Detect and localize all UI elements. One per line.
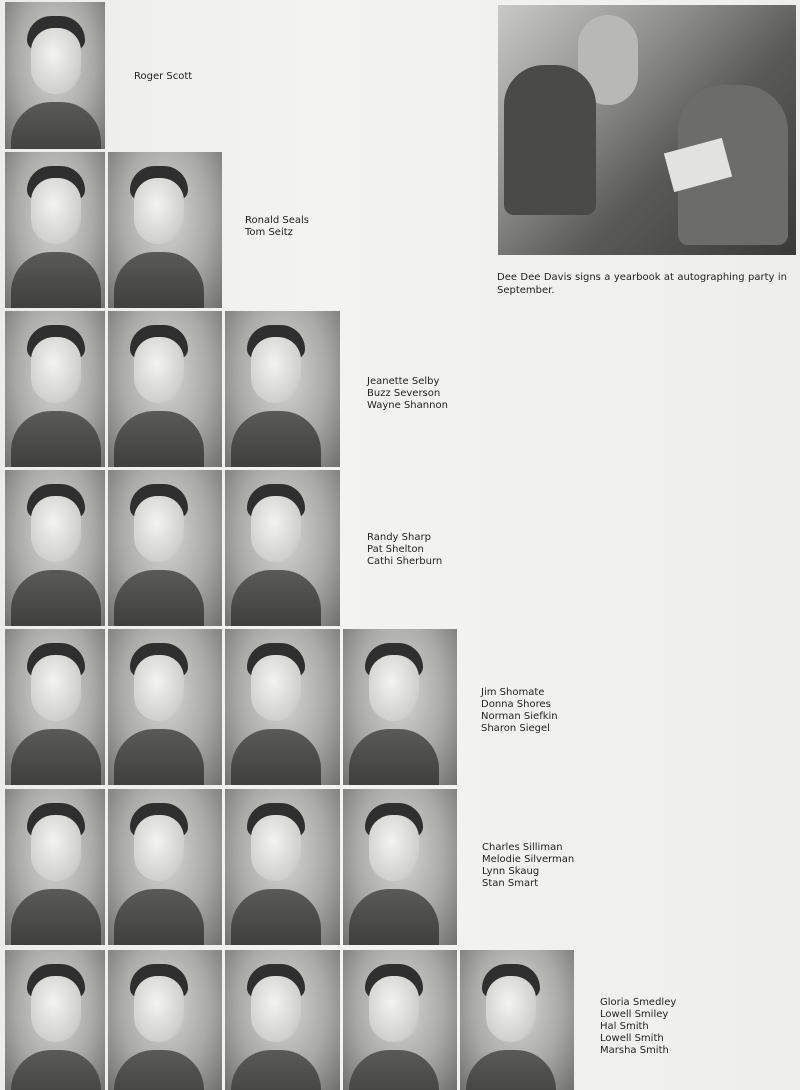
portrait-stan-smart: [343, 789, 457, 945]
student-name: Lowell Smiley: [600, 1009, 669, 1020]
student-name: Lynn Skaug: [482, 866, 540, 877]
row-4-names: [367, 532, 442, 568]
student-name: Pat Shelton: [367, 544, 424, 555]
student-name: Charles Silliman: [482, 842, 563, 853]
student-name: Norman Siefkin: [481, 711, 558, 722]
portrait-lowell-smiley: [108, 950, 222, 1090]
portrait-charles-silliman: [5, 789, 105, 945]
student-name: Hal Smith: [600, 1021, 649, 1032]
student-name: Stan Smart: [482, 878, 539, 889]
portrait-jeanette-selby: [5, 311, 105, 467]
portrait-cathi-sherburn: [225, 470, 340, 626]
portrait-melodie-silverman: [108, 789, 222, 945]
student-name: Melodie Silverman: [482, 854, 575, 865]
portrait-lynn-skaug: [225, 789, 340, 945]
student-name: Wayne Shannon: [367, 400, 448, 411]
row-2-names: [245, 215, 309, 239]
portrait-norman-siefkin: [225, 629, 340, 785]
student-name: Buzz Severson: [367, 388, 441, 399]
student-name: Roger Scott: [134, 71, 193, 82]
portrait-lowell-smith: [343, 950, 457, 1090]
student-name: Tom Seitz: [245, 227, 293, 238]
portrait-donna-shores: [108, 629, 222, 785]
portrait-sharon-siegel: [343, 629, 457, 785]
row-6-names: [482, 842, 574, 890]
row-3-names: [367, 376, 448, 412]
portrait-gloria-smedley: [5, 950, 105, 1090]
student-name: Sharon Siegel: [481, 723, 550, 734]
row-5-names: [481, 687, 558, 735]
portrait-buzz-severson: [108, 311, 222, 467]
student-name: Marsha Smith: [600, 1045, 669, 1056]
row-1-names: [134, 71, 192, 83]
student-name: Randy Sharp: [367, 532, 431, 543]
portrait-marsha-smith: [460, 950, 574, 1090]
photo-caption: Dee Dee Davis signs a yearbook at autographing party in September.: [497, 272, 787, 296]
portrait-wayne-shannon: [225, 311, 340, 467]
student-name: Gloria Smedley: [600, 997, 677, 1008]
student-name: Ronald Seals: [245, 215, 310, 226]
row-7-names: [600, 997, 676, 1057]
portrait-roger-scott: [5, 2, 105, 149]
portrait-hal-smith: [225, 950, 340, 1090]
portrait-randy-sharp: [5, 470, 105, 626]
portrait-pat-shelton: [108, 470, 222, 626]
autographing-party-photo: [498, 5, 796, 255]
student-name: Jeanette Selby: [367, 376, 440, 387]
student-name: Lowell Smith: [600, 1033, 664, 1044]
portrait-tom-seitz: [108, 152, 222, 308]
student-name: Jim Shomate: [481, 687, 545, 698]
portrait-jim-shomate: [5, 629, 105, 785]
student-name: Cathi Sherburn: [367, 556, 443, 567]
portrait-ronald-seals: [5, 152, 105, 308]
student-name: Donna Shores: [481, 699, 551, 710]
